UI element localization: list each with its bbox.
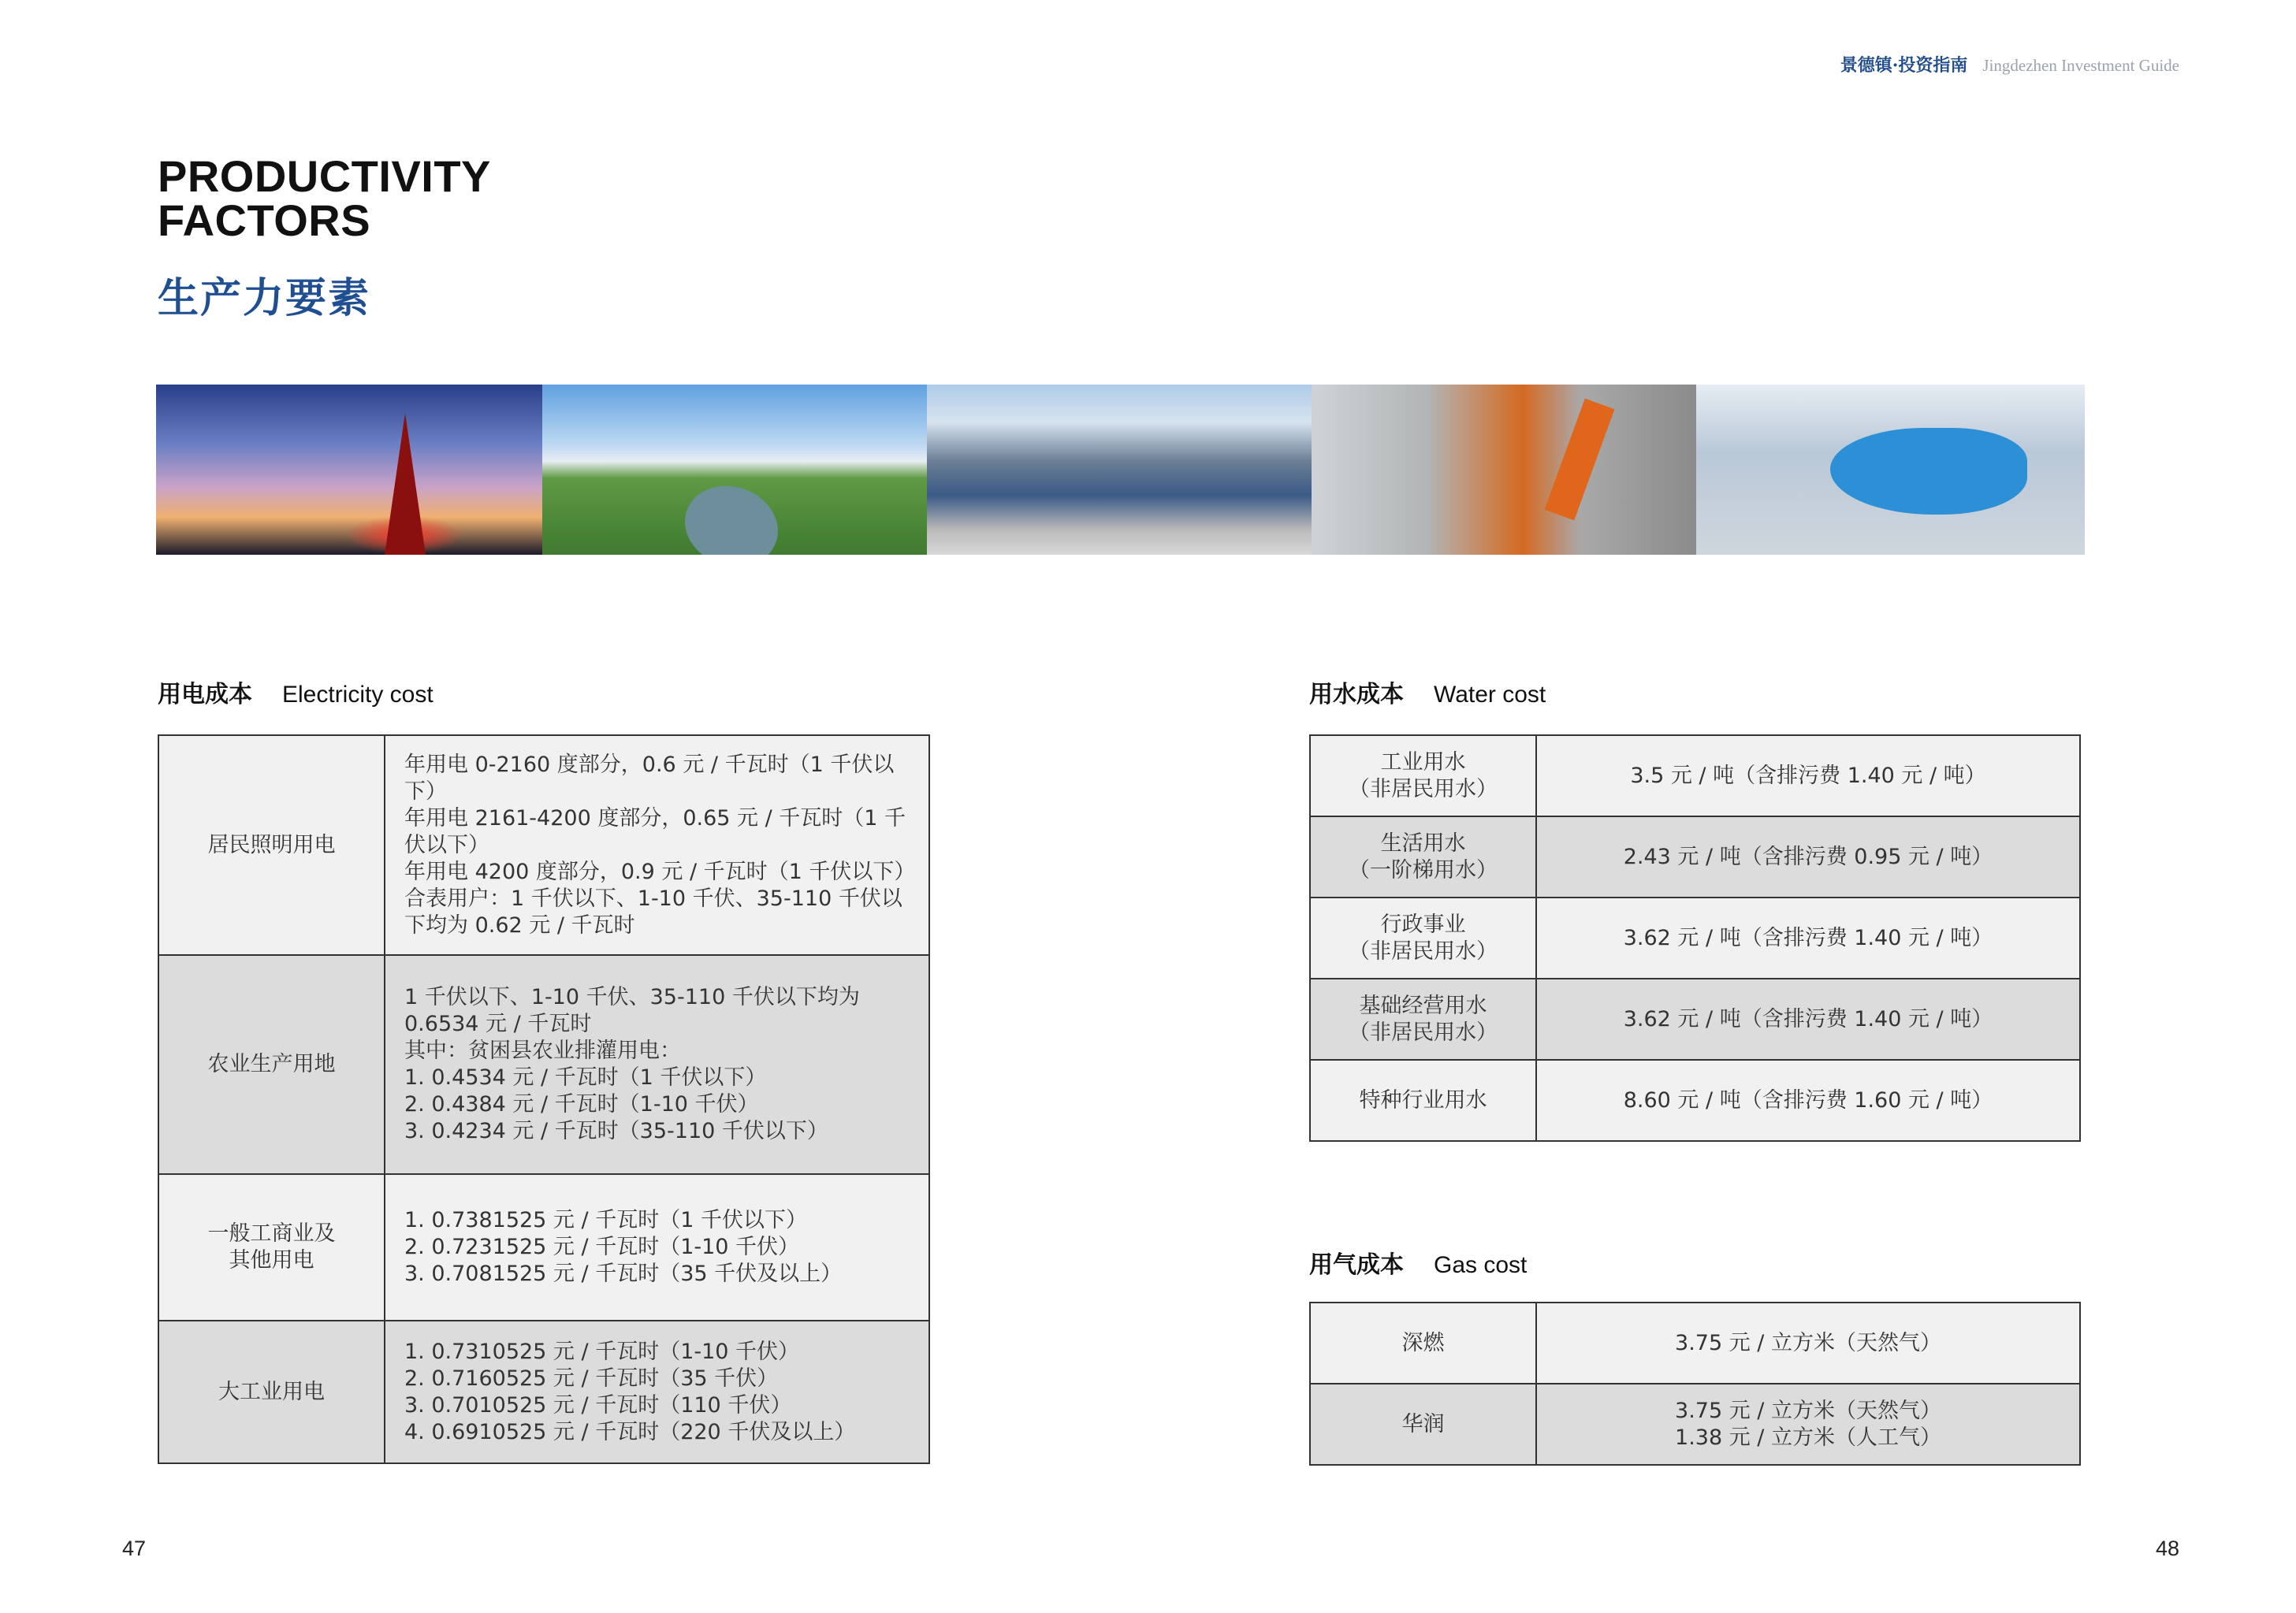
value-line: 1. 0.4534 元 / 千瓦时（1 千伏以下） xyxy=(404,1065,767,1090)
label-line: 工业用水 xyxy=(1380,749,1466,775)
value-line: 1. 0.7381525 元 / 千瓦时（1 千伏以下） xyxy=(404,1208,807,1232)
label-line: 基础经营用水 xyxy=(1359,993,1487,1018)
electricity-table xyxy=(158,734,930,1464)
row-label: 大工业用电 xyxy=(158,1321,385,1463)
row-label xyxy=(1310,735,1536,816)
value-line: 3.75 元 / 立方米（天然气） xyxy=(1675,1330,1941,1355)
table-row xyxy=(158,735,929,955)
label-line: （非居民用水） xyxy=(1349,776,1498,801)
label-line: 一般工商业及 xyxy=(207,1221,336,1246)
row-label: 居民照明用电 xyxy=(158,735,385,955)
photo-industrial-park xyxy=(927,385,1312,555)
row-label xyxy=(1310,898,1536,979)
row-value xyxy=(1536,1303,2080,1384)
row-label: 农业生产用地 xyxy=(158,955,385,1174)
value-line: 1.38 元 / 立方米（人工气） xyxy=(1675,1425,1941,1450)
table-row xyxy=(1310,979,2080,1060)
row-value: 3.62 元 / 吨（含排污费 1.40 元 / 吨） xyxy=(1536,979,2080,1060)
page-number-right: 48 xyxy=(2155,1537,2179,1560)
table-row xyxy=(1310,1384,2080,1465)
gas-table xyxy=(1309,1302,2081,1466)
label-line: （非居民用水） xyxy=(1349,1020,1498,1045)
row-value xyxy=(385,955,929,1174)
gas-heading xyxy=(1309,1245,1527,1280)
electricity-heading xyxy=(158,675,434,709)
row-label: 深燃 xyxy=(1310,1303,1536,1384)
row-label: 华润 xyxy=(1310,1384,1536,1465)
table-row xyxy=(158,1174,929,1321)
photo-monument xyxy=(156,385,542,555)
value-line: 3. 0.7010525 元 / 千瓦时（110 千伏） xyxy=(404,1392,792,1418)
water-heading-cn: 用水成本 xyxy=(1309,681,1404,708)
table-row xyxy=(158,1321,929,1463)
value-line: 4. 0.6910525 元 / 千瓦时（220 千伏及以上） xyxy=(404,1419,856,1444)
photo-park xyxy=(542,385,927,555)
guide-header xyxy=(1840,52,2179,76)
electricity-heading-cn: 用电成本 xyxy=(158,681,252,708)
value-line: 3. 0.4234 元 / 千瓦时（35-110 千伏以下） xyxy=(404,1119,828,1143)
row-value: 2.43 元 / 吨（含排污费 0.95 元 / 吨） xyxy=(1536,816,2080,898)
row-value xyxy=(385,1321,929,1463)
electricity-heading-en: Electricity cost xyxy=(282,682,434,708)
guide-title-cn: 景德镇·投资指南 xyxy=(1840,55,1968,76)
value-line: 合表用户：1 千伏以下、1-10 千伏、35-110 千伏以下均为 0.62 元 / 千瓦时 xyxy=(404,886,902,938)
value-line: 1 千伏以下、1-10 千伏、35-110 千伏以下均为 0.6534 元 / 千瓦时 xyxy=(404,985,860,1036)
photo-helicopter-expo xyxy=(1696,385,2085,555)
table-row xyxy=(1310,1303,2080,1384)
row-value: 8.60 元 / 吨（含排污费 1.60 元 / 吨） xyxy=(1536,1060,2080,1141)
row-value xyxy=(385,735,929,955)
row-label xyxy=(1310,816,1536,898)
row-value: 3.62 元 / 吨（含排污费 1.40 元 / 吨） xyxy=(1536,898,2080,979)
row-value xyxy=(1536,1384,2080,1465)
label-line: 其他用电 xyxy=(229,1248,314,1273)
page-title-cn: 生产力要素 xyxy=(158,275,371,322)
label-line: 行政事业 xyxy=(1380,912,1466,937)
value-line: 其中：贫困县农业排灌用电： xyxy=(404,1039,681,1063)
value-line: 2. 0.4384 元 / 千瓦时（1-10 千伏） xyxy=(404,1092,759,1117)
page-title-en xyxy=(158,151,491,245)
value-line: 3. 0.7081525 元 / 千瓦时（35 千伏及以上） xyxy=(404,1262,843,1286)
value-line: 年用电 0-2160 度部分，0.6 元 / 千瓦时（1 千伏以下） xyxy=(404,752,895,804)
value-line: 2. 0.7160525 元 / 千瓦时（35 千伏） xyxy=(404,1366,779,1391)
label-line: 生活用水 xyxy=(1380,831,1466,856)
title-line-2: FACTORS xyxy=(158,195,371,245)
water-table xyxy=(1309,734,2081,1142)
water-heading xyxy=(1309,675,1546,709)
table-row xyxy=(1310,816,2080,898)
row-label xyxy=(1310,979,1536,1060)
label-line: （非居民用水） xyxy=(1349,938,1498,964)
value-line: 3.75 元 / 立方米（天然气） xyxy=(1675,1398,1941,1423)
value-line: 年用电 2161-4200 度部分，0.65 元 / 千瓦时（1 千伏以下） xyxy=(404,805,906,857)
row-value xyxy=(385,1174,929,1321)
gas-heading-en: Gas cost xyxy=(1434,1252,1528,1278)
label-line: （一阶梯用水） xyxy=(1349,857,1498,883)
guide-title-en: Jingdezhen Investment Guide xyxy=(1982,56,2179,75)
table-row xyxy=(158,955,929,1174)
gas-heading-cn: 用气成本 xyxy=(1309,1251,1404,1279)
row-value: 3.5 元 / 吨（含排污费 1.40 元 / 吨） xyxy=(1536,735,2080,816)
water-heading-en: Water cost xyxy=(1434,682,1546,708)
value-line: 年用电 4200 度部分，0.9 元 / 千瓦时（1 千伏以下） xyxy=(404,859,916,884)
title-line-1: PRODUCTIVITY xyxy=(158,151,491,201)
table-row xyxy=(1310,735,2080,816)
table-row xyxy=(1310,898,2080,979)
value-line: 1. 0.7310525 元 / 千瓦时（1-10 千伏） xyxy=(404,1339,800,1364)
photo-strip xyxy=(156,385,2085,555)
page-number-left: 47 xyxy=(122,1537,147,1560)
row-label xyxy=(158,1174,385,1321)
row-label: 特种行业用水 xyxy=(1310,1060,1536,1141)
table-row xyxy=(1310,1060,2080,1141)
value-line: 2. 0.7231525 元 / 千瓦时（1-10 千伏） xyxy=(404,1235,800,1259)
photo-factory-robot xyxy=(1312,385,1696,555)
